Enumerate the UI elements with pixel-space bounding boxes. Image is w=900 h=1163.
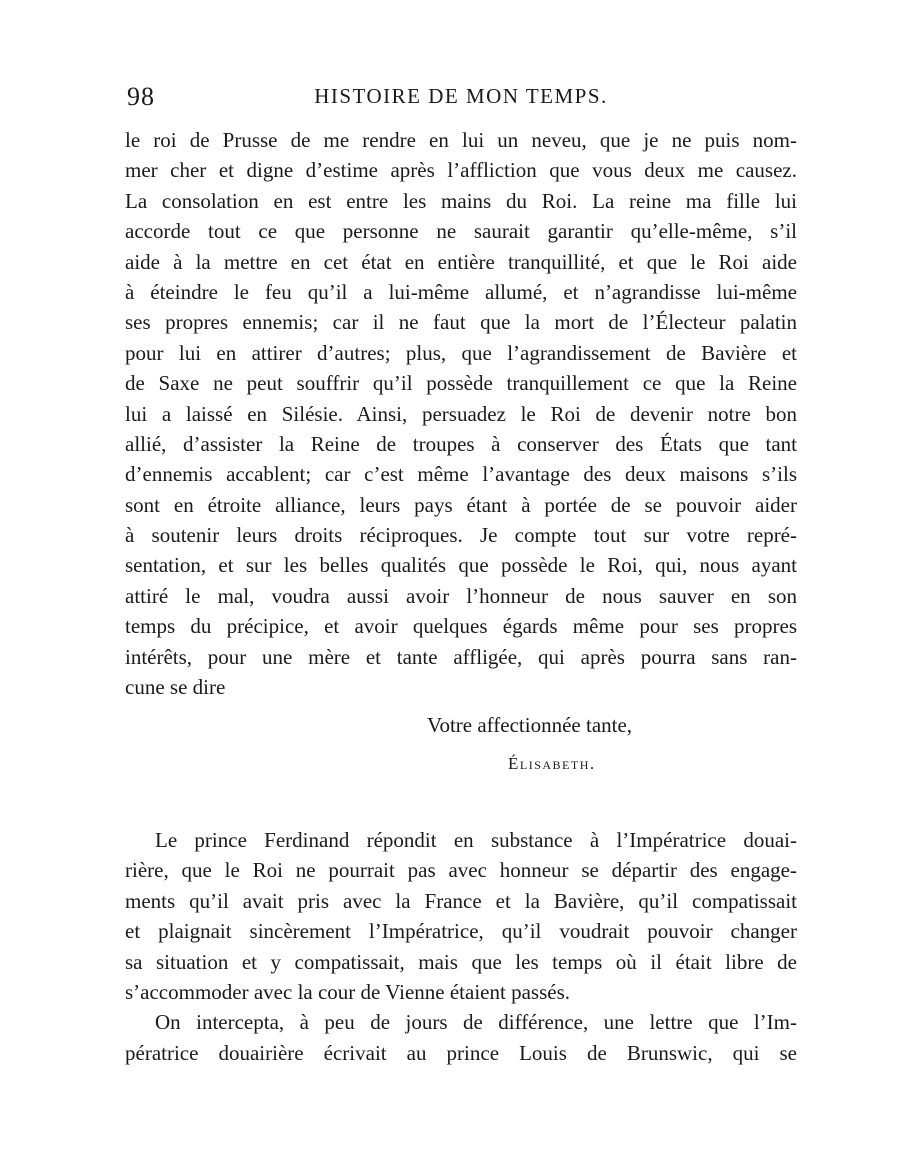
letter-line: d’ennemis accablent; car c’est même l’avantage des deux maisons s’ils: [125, 462, 797, 487]
letter-line: temps du précipice, et avoir quelques égards même pour ses propres: [125, 614, 797, 639]
letter-line: pour lui en attirer d’autres; plus, que l’agrandissement de Bavière et: [125, 340, 797, 365]
paragraph-line: pératrice douairière écrivait au prince Louis de Brunswic, qui se: [125, 1040, 797, 1065]
paragraph-line: rière, que le Roi ne pourrait pas avec honneur se départir des engage-: [125, 858, 797, 883]
letter-line: allié, d’assister la Reine de troupes à conserver des États que tant: [125, 431, 797, 456]
letter-line: sont en étroite alliance, leurs pays étant à portée de se pouvoir aider: [125, 492, 797, 517]
letter-line: ses propres ennemis; car il ne faut que la mort de l’Électeur palatin: [125, 310, 797, 335]
letter-body: [125, 125, 797, 702]
narrative-body: [125, 825, 797, 1068]
page-number: 98: [127, 82, 155, 111]
letter-line: à soutenir leurs droits réciproques. Je compte tout sur votre repré-: [125, 523, 797, 548]
running-head: [125, 82, 797, 118]
letter-line: le roi de Prusse de me rendre en lui un neveu, que je ne puis nom-: [125, 128, 797, 152]
letter-line: sentation, et sur les belles qualités que possède le Roi, qui, nous ayant: [125, 553, 797, 578]
letter-line: aide à la mettre en cet état en entière tranquillité, et que le Roi aide: [125, 249, 797, 274]
letter-line: La consolation en est entre les mains du Roi. La reine ma fille lui: [125, 188, 797, 213]
letter-line: intérêts, pour une mère et tante affligée, qui après pourra sans ran-: [125, 644, 797, 669]
paragraph-line: et plaignait sincèrement l’Impératrice, qu’il voudrait pouvoir changer: [125, 919, 797, 944]
letter-line: accorde tout ce que personne ne saurait garantir qu’elle-même, s’il: [125, 219, 797, 244]
paragraph-line: ments qu’il avait pris avec la France et la Bavière, qu’il compatissait: [125, 888, 797, 913]
letter-line: lui a laissé en Silésie. Ainsi, persuadez le Roi de devenir notre bon: [125, 401, 797, 426]
running-title: HISTOIRE DE MON TEMPS.: [314, 84, 608, 108]
letter-line: mer cher et digne d’estime après l’affliction que vous deux me causez.: [125, 158, 797, 183]
letter-line: attiré le mal, voudra aussi avoir l’honneur de nous sauver en son: [125, 583, 797, 608]
letter-line: de Saxe ne peut souffrir qu’il possède tranquillement ce que la Reine: [125, 371, 797, 396]
paragraph-line: On intercepta, à peu de jours de différence, une lettre que l’Im-: [155, 1010, 797, 1035]
letter-line: à éteindre le feu qu’il a lui-même allumé, et n’agrandisse lui-même: [125, 279, 797, 304]
letter-closing: Votre affectionnée tante,: [427, 713, 633, 737]
letter-signature: Élisabeth.: [508, 754, 596, 773]
paragraph-line: s’accommoder avec la cour de Vienne étaient passés.: [125, 979, 570, 1004]
paragraph-line: sa situation et y compatissait, mais que les temps où il était libre de: [125, 949, 797, 974]
letter-line: cune se dire: [125, 675, 226, 700]
paragraph-line: Le prince Ferdinand répondit en substance à l’Impératrice douai-: [155, 828, 797, 852]
